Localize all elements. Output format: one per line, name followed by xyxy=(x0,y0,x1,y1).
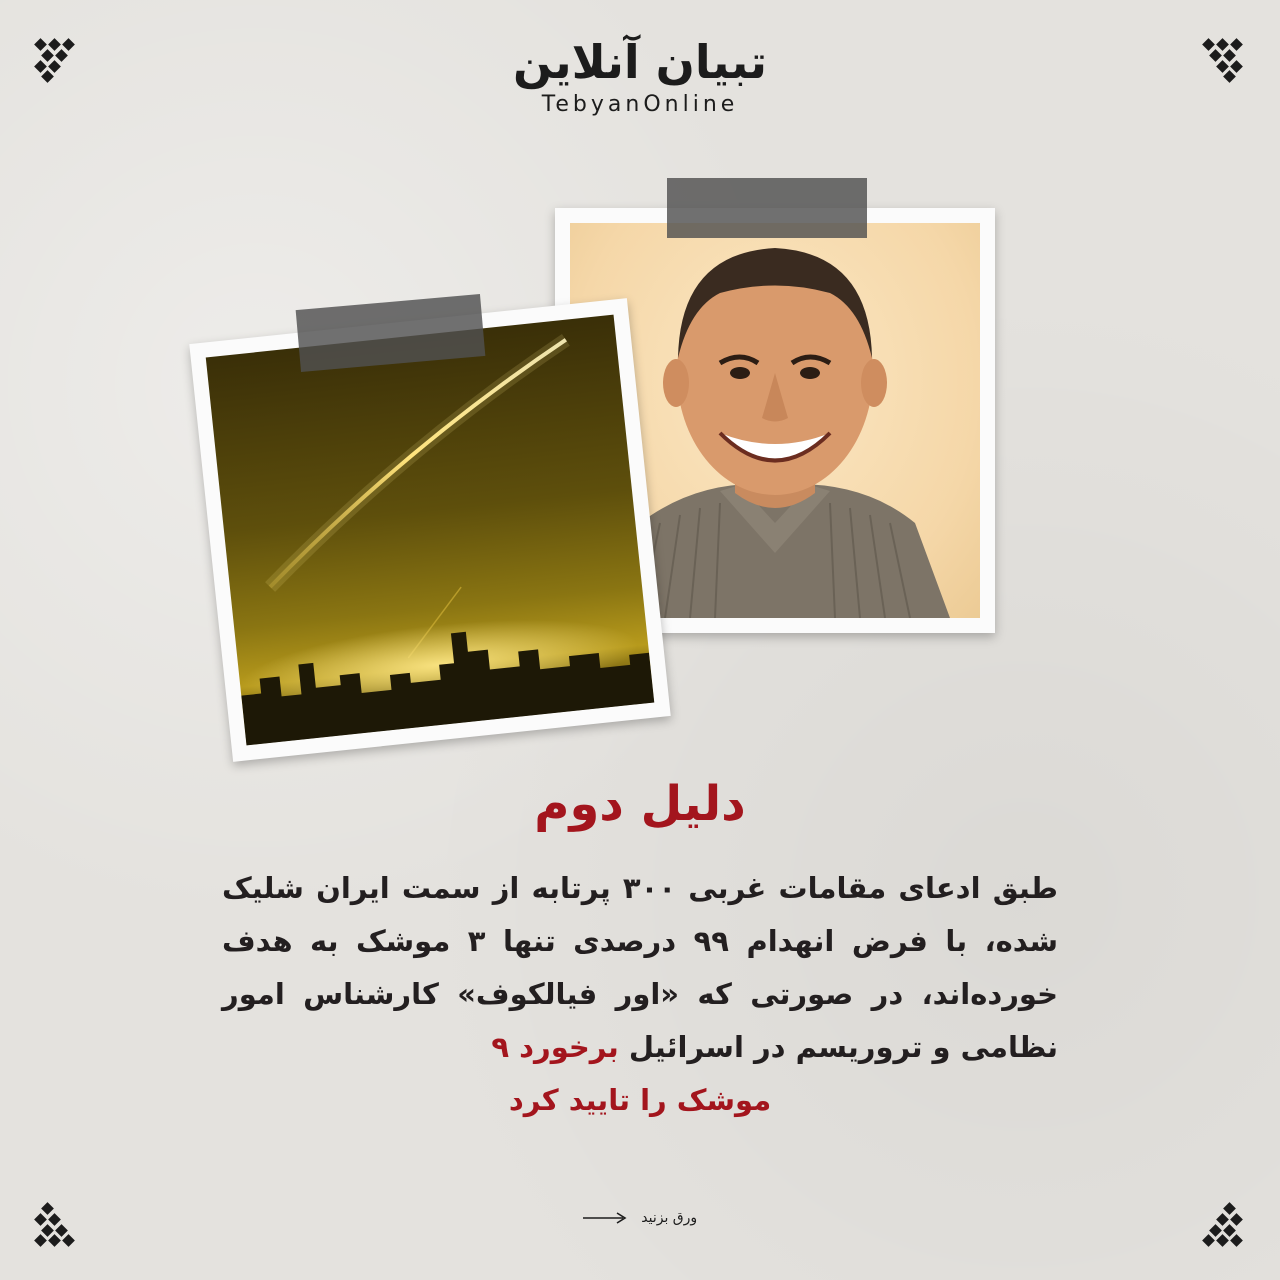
missile-night-sky-image xyxy=(206,315,655,746)
brand-name-en: TebyanOnline xyxy=(541,92,739,117)
body-text-highlight: برخورد ۹ xyxy=(491,1030,619,1064)
body-text-main: طبق ادعای مقامات غربی ۳۰۰ پرتابه از سمت ایران شلیک شده، با فرض انهدام ۹۹ درصدی تنها ۳ موشک به هدف خورده‌اند، در صورتی که «اور فیالکوف» کارشناس امور نظامی و تروریسم در اسرائیل xyxy=(222,871,1058,1064)
tape-strip-portrait xyxy=(667,178,867,238)
body-paragraph xyxy=(222,862,1058,1127)
missile-trail-icon xyxy=(206,315,655,746)
body-text-last: موشک را تایید کرد xyxy=(508,1083,772,1117)
swipe-hint[interactable] xyxy=(0,1210,1280,1226)
missile-photo-frame xyxy=(189,298,670,762)
swipe-label: ورق بزنید xyxy=(641,1210,698,1226)
brand-name-fa: تبیان آنلاین xyxy=(512,35,767,89)
brand-logo xyxy=(0,34,1280,117)
section-heading: دلیل دوم xyxy=(534,776,746,832)
arrow-right-icon xyxy=(583,1212,627,1224)
